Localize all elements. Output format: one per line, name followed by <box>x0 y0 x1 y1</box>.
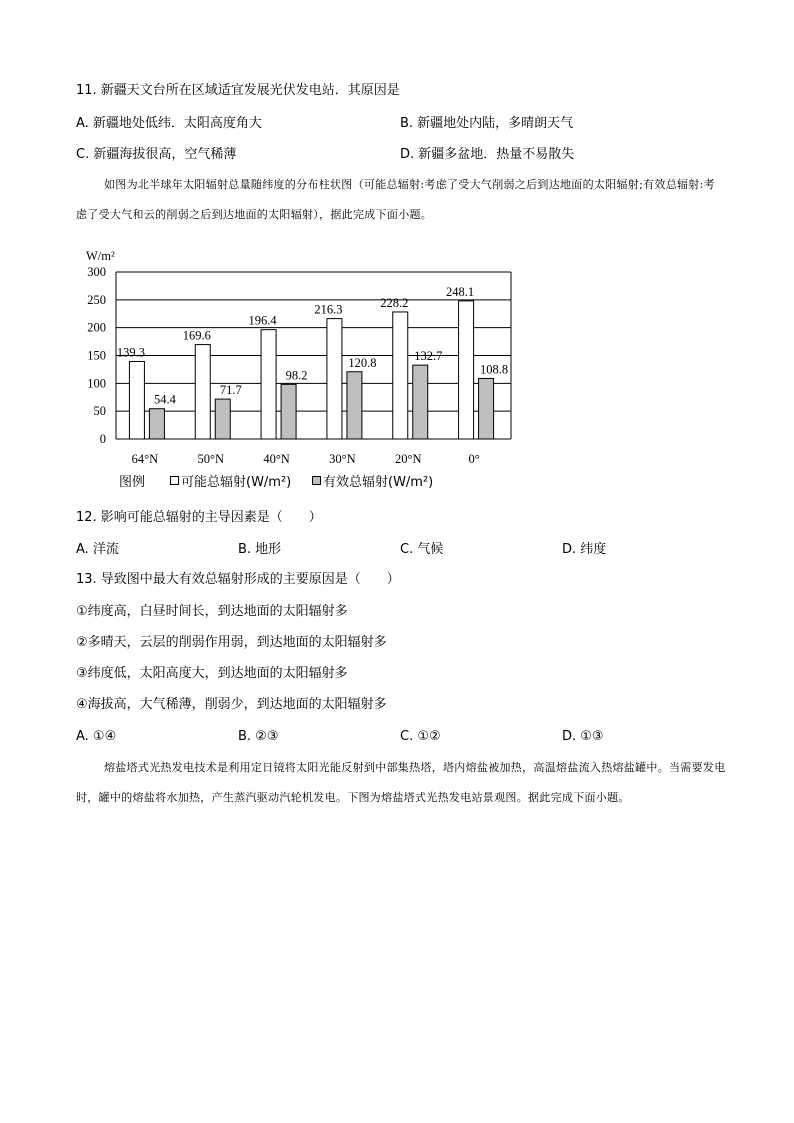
data-label-possible: 216.3 <box>314 302 343 317</box>
intro-paragraph-solar-plant: 熔盐塔式光热发电技术是利用定日镜将太阳光能反射到中部集热塔，塔内熔盐被加热，高温熔盐流入热熔盐罐中。当需要发电时，罐中的熔盐将水加热，产生蒸汽驱动汽轮机发电。下图为熔盐塔式光热发电站景观图。据此完成下面小题。 <box>76 761 726 804</box>
chart-y-unit: W/m² <box>86 249 115 263</box>
x-tick-label: 20°N <box>394 452 422 466</box>
bar-possible-radiation <box>195 345 210 439</box>
chart-legend-item-effective <box>312 474 433 492</box>
bar-possible-radiation <box>327 319 342 439</box>
q13-item-1: ①纬度高，白昼时间长，到达地面的太阳辐射多 <box>76 604 348 619</box>
bar-effective-radiation <box>215 399 230 439</box>
legend-label-effective: 有效总辐射(W/m²) <box>323 475 434 490</box>
data-label-effective: 108.8 <box>480 362 509 377</box>
data-label-effective: 132.7 <box>414 349 443 364</box>
data-label-effective: 98.2 <box>285 368 308 383</box>
q12-option-d: D. 纬度 <box>562 542 607 557</box>
bar-effective-radiation <box>479 378 494 439</box>
y-tick-label: 150 <box>87 348 106 363</box>
chart-legend-item-possible <box>170 474 291 492</box>
data-label-effective: 120.8 <box>348 355 377 370</box>
x-tick-label: 50°N <box>197 452 225 466</box>
data-label-possible: 248.1 <box>446 284 475 299</box>
data-label-possible: 228.2 <box>380 295 409 310</box>
intro-paragraph-chart: 如图为北半球年太阳辐射总量随纬度的分布柱状图（可能总辐射:考虑了受大气削弱之后到达地面的太阳辐射;有效总辐射:考虑了受大气和云的削弱之后到达地面的太阳辐射），据此完成下面小题。 <box>76 178 715 221</box>
q13-option-a: A. ①④ <box>76 729 117 744</box>
y-tick-label: 200 <box>87 320 106 335</box>
bar-possible-radiation <box>129 361 144 439</box>
q11-option-a: A. 新疆地处低纬．太阳高度角大 <box>76 116 262 131</box>
bar-possible-radiation <box>393 312 408 439</box>
q12-stem: 12. 影响可能总辐射的主导因素是（ ） <box>76 510 322 525</box>
q13-option-d: D. ①③ <box>562 729 604 744</box>
data-label-possible: 169.6 <box>182 328 211 343</box>
y-tick-label: 50 <box>93 404 106 419</box>
data-label-effective: 54.4 <box>153 392 176 407</box>
q11-option-b: B. 新疆地处内陆，多晴朗天气 <box>400 116 574 131</box>
q13-option-c: C. ①② <box>400 729 441 744</box>
bar-effective-radiation <box>413 365 428 439</box>
chart-x-ticks <box>132 452 480 466</box>
q11-option-d: D. 新疆多盆地．热量不易散失 <box>400 147 575 162</box>
bar-effective-radiation <box>149 409 164 439</box>
chart-y-ticks <box>87 265 106 446</box>
y-tick-label: 300 <box>87 265 106 279</box>
q13-item-2: ②多晴天，云层的削弱作用弱，到达地面的太阳辐射多 <box>76 635 387 650</box>
data-label-possible: 196.4 <box>248 313 277 328</box>
q13-option-b: B. ②③ <box>238 729 279 744</box>
data-label-effective: 71.7 <box>219 383 242 398</box>
bar-possible-radiation <box>459 301 474 439</box>
q13-item-4: ④海拔高，大气稀薄，削弱少，到达地面的太阳辐射多 <box>76 697 387 712</box>
q11-option-c: C. 新疆海拔很高，空气稀薄 <box>76 147 237 162</box>
y-tick-label: 0 <box>99 432 106 446</box>
q12-option-c: C. 气候 <box>400 542 444 557</box>
legend-swatch-possible <box>170 476 179 485</box>
y-tick-label: 250 <box>87 292 106 307</box>
radiation-bar-chart <box>76 246 509 472</box>
legend-label-possible: 可能总辐射(W/m²) <box>181 475 292 490</box>
chart-bars <box>129 301 493 439</box>
bar-effective-radiation <box>281 384 296 439</box>
bar-effective-radiation <box>347 372 362 439</box>
q13-item-3: ③纬度低，太阳高度大，到达地面的太阳辐射多 <box>76 666 348 681</box>
chart-data-labels <box>117 285 508 407</box>
x-tick-label: 64°N <box>131 452 159 466</box>
q13-stem: 13. 导致图中最大有效总辐射形成的主要原因是（ ） <box>76 572 400 587</box>
chart-legend-title: 图例 <box>119 475 146 490</box>
x-tick-label: 30°N <box>329 452 356 466</box>
q12-option-b: B. 地形 <box>238 542 282 557</box>
data-label-possible: 139.3 <box>116 345 145 360</box>
q12-option-a: A. 洋流 <box>76 542 119 557</box>
bar-possible-radiation <box>261 330 276 439</box>
x-tick-label: 40°N <box>263 452 290 466</box>
y-tick-label: 100 <box>87 376 106 391</box>
q11-stem: 11. 新疆天文台所在区域适宜发展光伏发电站．其原因是 <box>76 83 400 98</box>
x-tick-label: 0° <box>468 452 480 466</box>
legend-swatch-effective <box>312 476 321 485</box>
